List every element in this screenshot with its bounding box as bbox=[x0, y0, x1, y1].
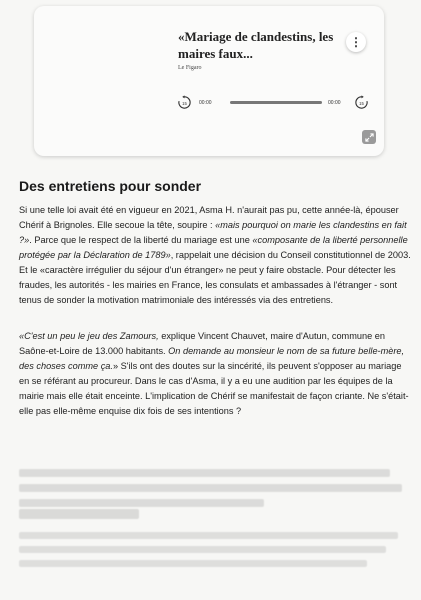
paragraph1-run: Si une telle loi avait été en vigueur en 2021, Asma H. n'aurait pas pu, cette année-là, épouser Chérif à Brignoles. Elle secoue la tête, soupire : bbox=[19, 205, 399, 230]
faded-text bbox=[19, 466, 414, 514]
paragraph1-run: . Parce que le respect de la liberté du mariage est une bbox=[29, 235, 253, 245]
audio-player-card bbox=[34, 6, 384, 156]
paragraph1-run: «composante de la liberté personnelle protégée par la Déclaration de 1789» bbox=[19, 235, 408, 260]
paragraph-1 bbox=[19, 203, 414, 308]
paragraph1-run: «mais pourquoi on marie les clandestins en fait ?» bbox=[19, 220, 407, 245]
audio-source: Le Figaro bbox=[178, 65, 202, 71]
total-time: 00:00 bbox=[328, 100, 341, 106]
faded-heading bbox=[19, 509, 139, 519]
paragraph-2 bbox=[19, 329, 414, 419]
faded-text-2 bbox=[19, 528, 414, 574]
more-menu-button[interactable]: ⋮ bbox=[346, 32, 366, 52]
skip-forward-label: 15 bbox=[359, 100, 364, 106]
skip-back-label: 15 bbox=[182, 100, 187, 106]
current-time: 00:00 bbox=[199, 100, 212, 106]
paragraph2-run: » S'ils ont des doutes sur la sincérité, ils peuvent s'opposer au mariage en se référant au procureur. Dans le cas d'Asma, il y a eu une audition par les équipes de la mairie mais elle était enceinte. L'implication de Chérif se manifestait de façon criante. Ne s'était-elle pas elle-même enquise dix fois de ses intentions ? bbox=[19, 361, 409, 416]
expand-icon bbox=[365, 133, 374, 142]
paragraph2-run: «C'est un peu le jeu des Zamours, bbox=[19, 331, 159, 341]
paragraph1-run: , rappelait une décision du Conseil constitutionnel de 2003. Et le «caractère irrégulier du séjour d'un étranger» ne peut y faire obstacle. Pour détecter les fraudes, les autorités - les mairies en France, les consulats et ambassades à l'étranger - sont tenus de sonder la motivation matrimoniale des intéressés via des entretiens. bbox=[19, 250, 411, 305]
paragraph2-run: On demande au monsieur le nom de sa future belle-mère, des choses comme ça. bbox=[19, 346, 405, 371]
audio-title: «Mariage de clandestins, les maires faux... bbox=[178, 29, 334, 61]
paragraph2-run: explique Vincent Chauvet, maire d'Autun, commune en Saône-et-Loire de 13.000 habitants. bbox=[19, 331, 385, 356]
skip-back-icon[interactable] bbox=[177, 95, 192, 110]
expand-button[interactable] bbox=[362, 130, 376, 144]
section-heading: Des entretiens pour sonder bbox=[19, 178, 202, 194]
progress-bar[interactable] bbox=[230, 101, 322, 104]
skip-forward-icon[interactable] bbox=[354, 95, 369, 110]
